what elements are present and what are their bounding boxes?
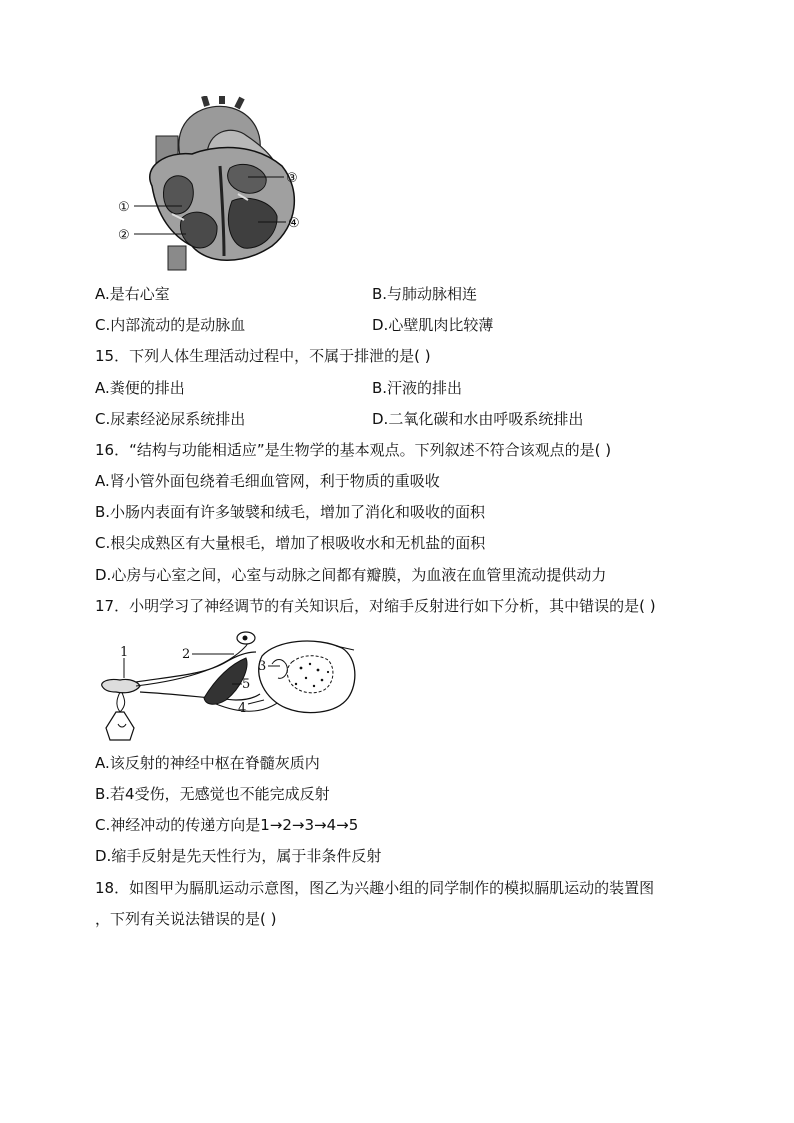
heart-label-2: ②	[118, 228, 130, 243]
q17-option-b: B.若4受伤，无感觉也不能完成反射	[95, 785, 330, 803]
q16-option-d: D.心房与心室之间，心室与动脉之间都有瓣膜，为血液在血管里流动提供动力	[95, 566, 607, 584]
heart-label-3: ③	[286, 171, 298, 186]
q14-option-d: D.心壁肌肉比较薄	[372, 316, 494, 334]
heart-label-1: ①	[118, 200, 130, 215]
reflex-label-4: 4	[238, 701, 247, 716]
heart-drawing	[150, 96, 295, 270]
reflex-label-3: 3	[258, 659, 267, 674]
reflex-label-2: 2	[182, 647, 191, 662]
q15-option-b: B.汗液的排出	[372, 379, 463, 397]
q16-option-a: A.肾小管外面包绕着毛细血管网，利于物质的重吸收	[95, 472, 440, 490]
reflex-arc-diagram	[96, 628, 366, 744]
q17-option-c: C.神经冲动的传递方向是1→2→3→4→5	[95, 816, 359, 834]
q14-option-a: A.是右心室	[95, 285, 170, 303]
q18-stem-line-1: 18．如图甲为膈肌运动示意图，图乙为兴趣小组的同学制作的模拟膈肌运动的装置图	[95, 879, 655, 897]
heart-diagram	[112, 96, 312, 272]
q14-option-c: C.内部流动的是动脉血	[95, 316, 246, 334]
heart-label-4: ④	[288, 216, 300, 231]
q18-stem-line-2: ，下列有关说法错误的是( )	[95, 910, 277, 928]
reflex-leader-4	[248, 700, 264, 704]
q14-option-b: B.与肺动脉相连	[372, 285, 478, 303]
q16-option-c: C.根尖成熟区有大量根毛，增加了根吸收水和无机盐的面积	[95, 534, 486, 552]
reflex-drawing	[102, 632, 355, 740]
q17-option-d: D.缩手反射是先天性行为，属于非条件反射	[95, 847, 382, 865]
q17-stem: 17．小明学习了神经调节的有关知识后，对缩手反射进行如下分析，其中错误的是( )	[95, 597, 656, 615]
reflex-label-1: 1	[120, 645, 129, 660]
q15-option-c: C.尿素经泌尿系统排出	[95, 410, 246, 428]
reflex-label-5: 5	[242, 677, 251, 692]
q16-stem: 16．“结构与功能相适应”是生物学的基本观点。下列叙述不符合该观点的是( )	[95, 441, 612, 459]
q17-option-a: A.该反射的神经中枢在脊髓灰质内	[95, 754, 320, 772]
q15-stem: 15．下列人体生理活动过程中，不属于排泄的是( )	[95, 347, 431, 365]
q15-option-a: A.粪便的排出	[95, 379, 185, 397]
q16-option-b: B.小肠内表面有许多皱襞和绒毛，增加了消化和吸收的面积	[95, 503, 486, 521]
q15-option-d: D.二氧化碳和水由呼吸系统排出	[372, 410, 584, 428]
